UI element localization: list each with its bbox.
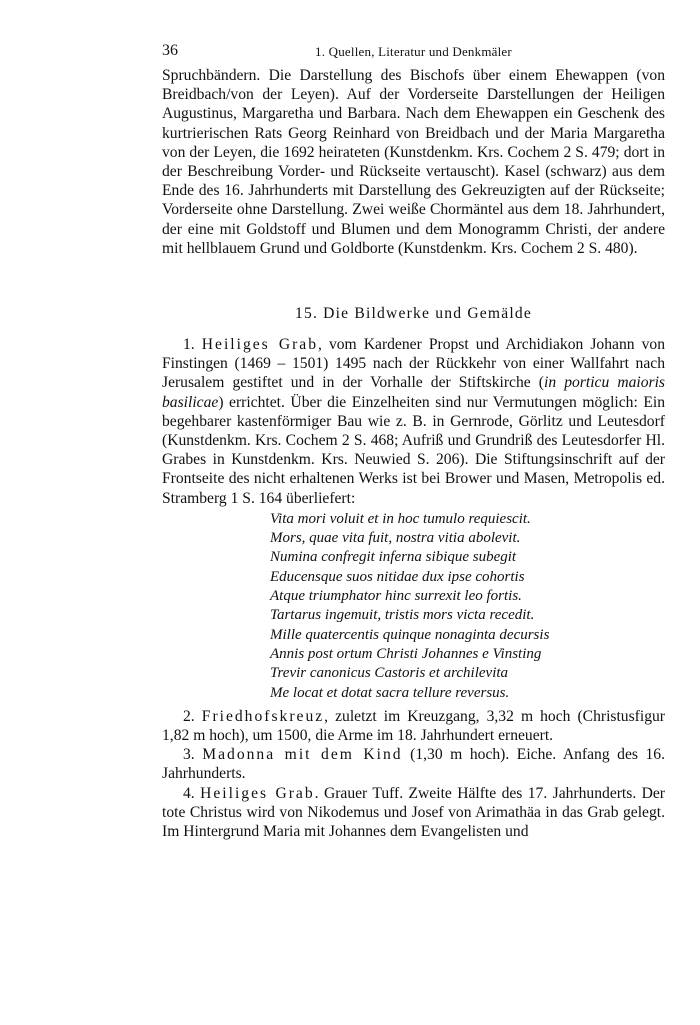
running-title: 1. Quellen, Literatur und Denkmäler (315, 44, 512, 59)
verse-line: Mille quatercentis quinque nonaginta decursis (270, 626, 550, 643)
item-1-text-a: , vom Kardener Propst und Archidiakon Johann von Finstingen (1469 – 1501) 1495 nach der Rückkehr von einer Wallfahrt nach Jerusalem gestiftet und in der Vorhalle der Stiftskirche ( (162, 336, 665, 392)
verse-line: Numina confregit inferna sibique subegit (270, 549, 517, 566)
item-2-paragraph (162, 707, 665, 745)
item-2-title: Friedhofskreuz (201, 707, 325, 725)
section-title: 15. Die Bildwerke und Gemälde (294, 305, 533, 323)
item-2-text: , zuletzt im Kreuzgang, 3,32 m hoch (Christusfigur 1,82 m hoch), um 1500, die Arme im 18. Jahrhundert erneuert. (162, 707, 665, 745)
verse-line: Trevir canonicus Castoris et archilevita (270, 665, 509, 682)
page (162, 36, 665, 841)
page-header (162, 36, 665, 66)
verse-line: Tartarus ingemuit, tristis mors victa recedit. (270, 607, 535, 624)
verse-line: Me locat et dotat sacra tellure reversus. (270, 684, 510, 701)
item-4-title: Heiliges Grab (200, 784, 315, 802)
page-number: 36 (162, 42, 178, 59)
item-4-paragraph (162, 784, 665, 842)
item-1-number: 1. (183, 336, 195, 354)
intro-paragraph: Spruchbändern. Die Darstellung des Bischofs über einem Ehewappen (von Breidbach/von der Leyen). Auf der Vorderseite Darstellungen der Heiligen Augustinus, Margaretha und Barbara. Nach dem Ehewappen ein Geschenk des kurtrierischen Rats Georg Reinhard von Breidbach und der Maria Margaretha von der Leyen, die 1692 heirateten (Kunstdenkm. Krs. Cochem 2 S. 479; dort in der Beschreibung Vorder- und Rückseite vertauscht). Kasel (schwarz) aus dem Ende des 16. Jahrhunderts mit Darstellung des Gekreuzigten auf der Rückseite; Vorderseite ohne Darstellung. Zwei weiße Chormäntel aus dem 18. Jahrhundert, der eine mit Goldstoff und Blumen und dem Monogramm Christi, der andere mit hellblauem Grund und Goldborte (Kunstdenkm. Krs. Cochem 2 S. 480). (162, 67, 665, 257)
item-4-number: 4. (183, 784, 195, 802)
verse-line: Educensque suos nitidae dux ipse cohortis (270, 568, 525, 585)
item-1-paragraph (162, 335, 665, 508)
item-3-title: Madonna mit dem Kind (202, 746, 403, 764)
verse-line: Vita mori voluit et in hoc tumulo requiescit. (270, 510, 531, 527)
verse-line: Mors, quae vita fuit, nostra vitia abolevit. (270, 530, 521, 547)
item-1-text-b: ) errichtet. Über die Einzelheiten sind nur Vermutungen möglich: Ein begehbarer kastenförmiger Bau wie z. B. in Gernrode, Görlitz und Leutesdorf (Kunstdenkm. Krs. Cochem 2 S. 468; Aufriß und Grundriß des Leutesdorfer Hl. Grabes in Kunstdenkm. Krs. Neuwied S. 206). Die Stiftungsinschrift auf der Frontseite des nicht erhaltenen Werks ist bei Brower und Masen, Metropolis ed. Stramberg 1 S. 164 überliefert: (162, 393, 665, 507)
inscription-verse (270, 510, 665, 703)
item-3-paragraph (162, 745, 665, 783)
item-1-title: Heiliges Grab (201, 336, 318, 354)
verse-line: Atque triumphator hinc surrexit leo fortis. (270, 588, 522, 605)
item-1-latin-phrase: in porticu maioris basilicae (162, 374, 665, 411)
item-4-text: . Grauer Tuff. Zweite Hälfte des 17. Jahrhunderts. Der tote Christus wird von Nikodemus und Josef von Arimathäa in das Grab gelegt. Im Hintergrund Maria mit Johannes dem Evangelisten und (162, 784, 666, 841)
item-3-number: 3. (183, 746, 195, 764)
item-3-text: (1,30 m hoch). Eiche. Anfang des 16. Jahrhunderts. (162, 746, 665, 783)
verse-line: Annis post ortum Christi Johannes e Vinsting (270, 645, 542, 662)
item-2-number: 2. (183, 707, 195, 725)
